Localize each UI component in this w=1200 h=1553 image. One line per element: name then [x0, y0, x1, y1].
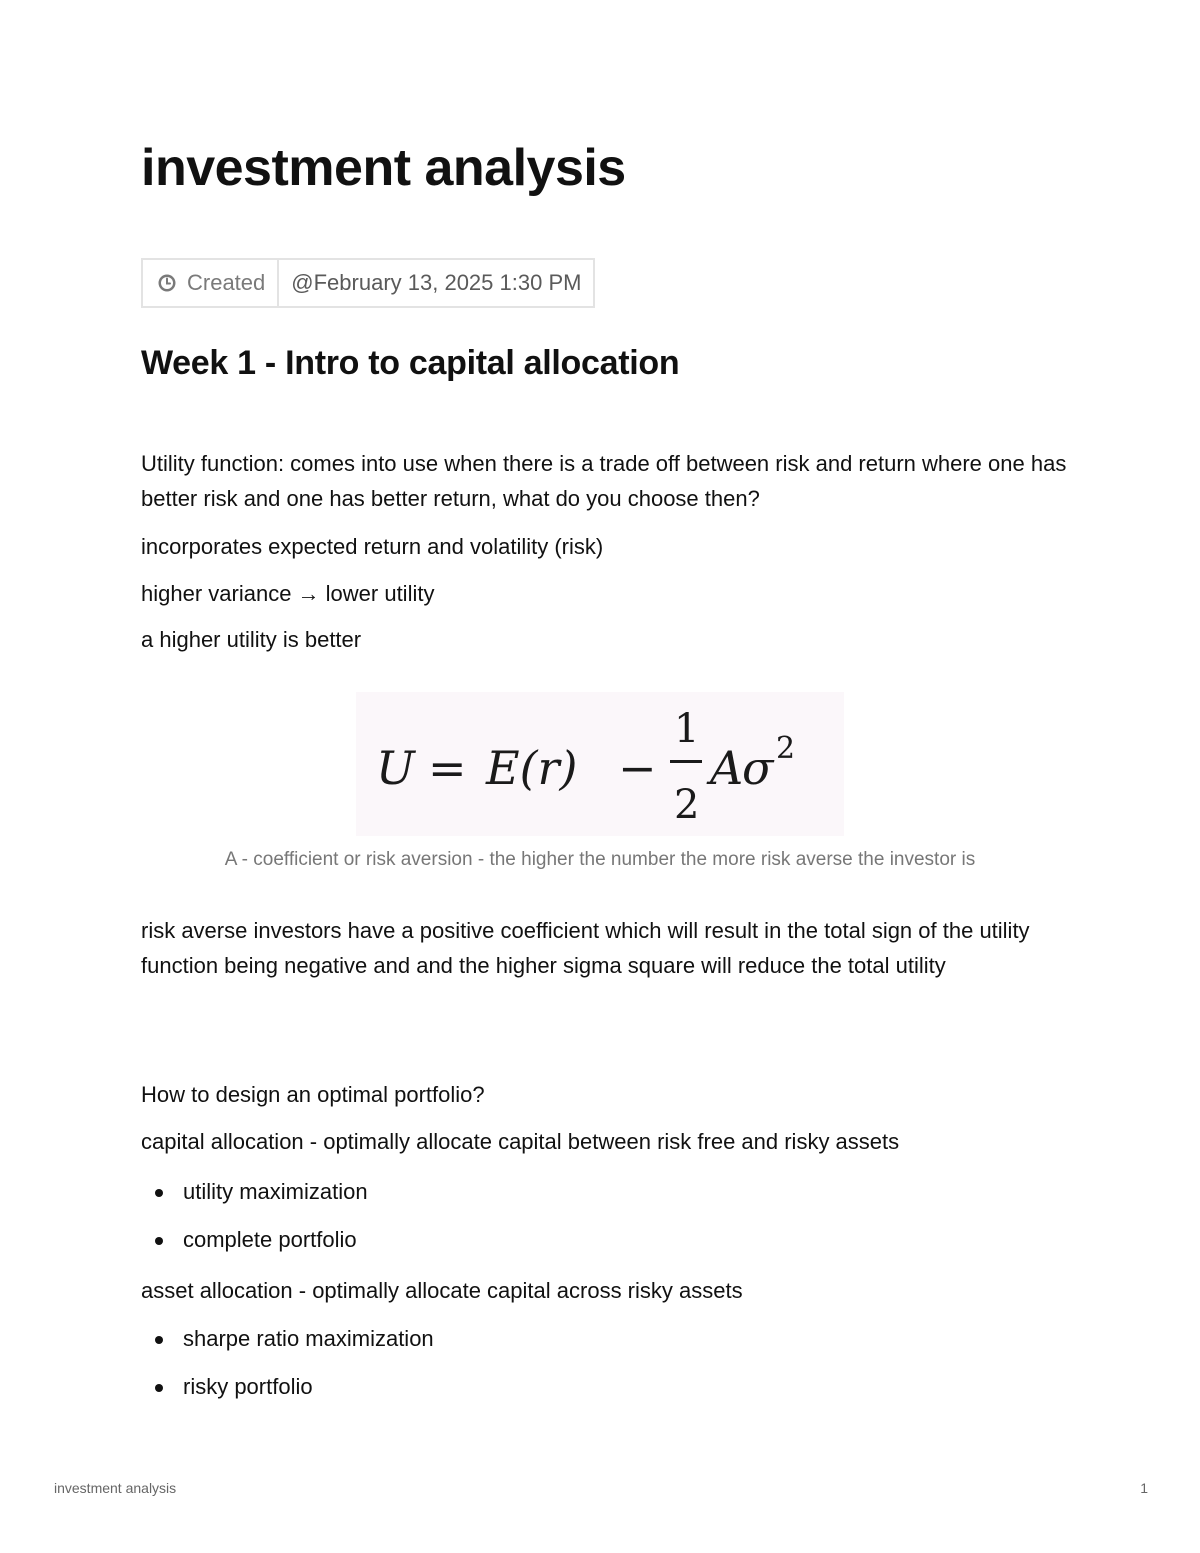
formula-equals: = [428, 741, 467, 795]
paragraph-utility-function: Utility function: comes into use when there is a trade off between risk and return where one has better risk and one has better return, what do you choose then? [141, 451, 1067, 511]
bullet-icon [155, 1336, 163, 1344]
paragraph-risk-averse: risk averse investors have a positive coefficient which will result in the total sign of the utility function being negative and and the higher sigma square will reduce the total utility [141, 918, 1030, 978]
paragraph-asset-allocation: asset allocation - optimally allocate capital across risky assets [141, 1278, 743, 1303]
formula-fraction-bar [670, 760, 702, 763]
properties-table [141, 258, 595, 308]
bullet-icon [155, 1189, 163, 1197]
footer-doc-name: investment analysis [54, 1480, 177, 1496]
formula-sigma: σ [742, 741, 774, 795]
paragraph-incorporates: incorporates expected return and volatility (risk) [141, 534, 604, 559]
formula-coefficient: A [710, 741, 744, 795]
formula-expected-return: E(r) [486, 741, 578, 795]
capital-allocation-list [141, 1168, 368, 1264]
page-title: investment analysis [141, 139, 626, 197]
paragraph-capital-allocation: capital allocation - optimally allocate capital between risk free and risky assets [141, 1129, 900, 1154]
list-item: sharpe ratio maximization [141, 1315, 434, 1363]
property-created-label: Created [187, 270, 266, 295]
utility-formula [356, 692, 844, 836]
clock-icon [157, 273, 177, 293]
paragraph-optimal-portfolio: How to design an optimal portfolio? [141, 1082, 485, 1107]
paragraph-higher-variance: higher variance → lower utility [141, 581, 435, 606]
list-item: complete portfolio [141, 1216, 368, 1264]
utility-formula-image [356, 692, 844, 836]
bullet-icon [155, 1384, 163, 1392]
formula-exponent: 2 [776, 731, 796, 766]
asset-allocation-list [141, 1315, 434, 1411]
formula-denominator: 2 [674, 782, 700, 828]
footer-page-number: 1 [1140, 1480, 1148, 1496]
list-item: utility maximization [141, 1168, 368, 1216]
formula-numerator: 1 [674, 706, 700, 752]
bullet-icon [155, 1237, 163, 1245]
section-heading: Week 1 - Intro to capital allocation [141, 344, 680, 382]
paragraph-higher-utility: a higher utility is better [141, 627, 362, 652]
property-created-key [143, 260, 279, 306]
formula-caption: A - coefficient or risk aversion - the higher the number the more risk averse the investor is [224, 849, 976, 870]
formula-minus: − [618, 741, 657, 795]
list-item: risky portfolio [141, 1363, 434, 1411]
formula-u: U [376, 741, 415, 795]
property-created-value[interactable]: @February 13, 2025 1:30 PM [291, 270, 582, 295]
